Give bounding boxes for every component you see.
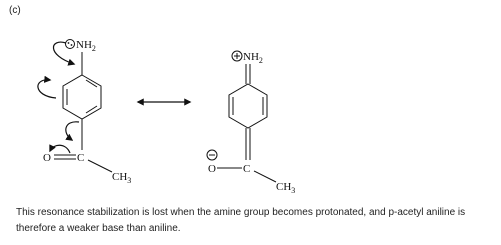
panel-label: (c) [9, 5, 21, 16]
right-c-methyl-bond [254, 171, 276, 182]
arrow-ring-pi-shift [38, 80, 56, 98]
arrow-ring-to-carbonyl [66, 122, 79, 140]
lone-pair-circle [66, 40, 75, 49]
left-structure [38, 39, 131, 185]
right-structure [207, 51, 295, 195]
left-methyl-label: $CH_3$ [112, 171, 132, 185]
left-c-methyl-bond [88, 160, 112, 172]
left-carbonyl-oxygen: O [43, 152, 51, 164]
left-carbonyl-carbon: C [77, 152, 85, 164]
caption-text: This resonance stabilization is lost when the amine group becomes protonated, and p-acetyl aniline is therefore a weaker base than aniline. [16, 207, 466, 234]
right-amine-label: $NH_2$ [243, 51, 263, 65]
right-methyl-label: $CH_3$ [276, 181, 296, 195]
right-enolate-oxygen: O [208, 163, 216, 175]
right-enolate-carbon: C [243, 163, 251, 175]
arrow-carbonyl-to-oxygen [50, 145, 70, 153]
left-benzene-ring [63, 75, 101, 119]
left-amine-label: $NH_2$ [76, 39, 96, 53]
right-quinoid-ring [229, 84, 267, 128]
